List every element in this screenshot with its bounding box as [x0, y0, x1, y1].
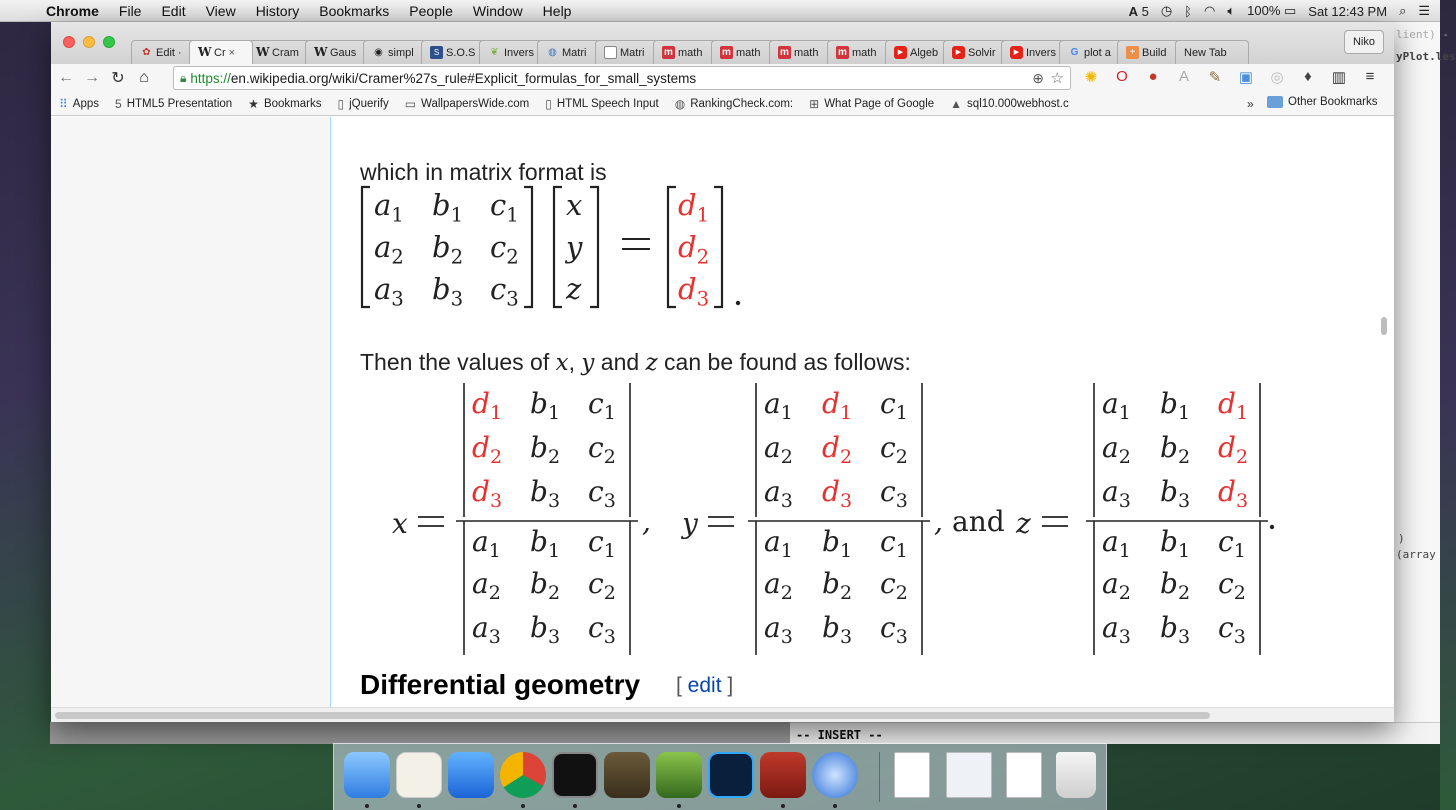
apps-bookmark-icon: ⠿ — [59, 96, 68, 111]
tab-label: math — [736, 46, 761, 59]
back-button[interactable]: ← — [58, 69, 74, 86]
notification-center-icon[interactable]: ☰ — [1418, 3, 1430, 18]
math-symbol: $a_1$ — [374, 188, 404, 227]
bookmark-item[interactable] — [59, 97, 99, 111]
m-favicon-icon: m — [662, 46, 675, 59]
menu-clock[interactable]: Sat 12:43 PM — [1308, 3, 1388, 19]
other-bookmarks-button[interactable] — [1267, 96, 1377, 108]
photoshop-icon[interactable] — [708, 752, 754, 798]
bookmark-item[interactable] — [337, 97, 388, 111]
math-symbol: $b_1$ — [530, 525, 561, 563]
math-symbol: , — [642, 505, 651, 538]
web-page — [51, 117, 1394, 707]
extension-marker-icon[interactable]: ♦ — [1304, 68, 1312, 85]
adobe-icon[interactable]: A 5 — [1128, 3, 1149, 19]
bookmarks-bar — [51, 92, 1394, 116]
browser-tab[interactable] — [305, 40, 369, 64]
cramer-formulas — [392, 371, 1322, 649]
math-symbol: $b_1$ — [822, 525, 853, 563]
browser-tab[interactable] — [1001, 40, 1065, 64]
math-symbol: $d_3$ — [472, 475, 503, 513]
tab-label: Solvir — [968, 46, 996, 59]
math-symbol: $d_1$ — [1218, 387, 1249, 425]
math-symbol: $a_3$ — [764, 611, 793, 649]
horizontal-scrollbar[interactable] — [51, 707, 1394, 722]
menu-bookmarks[interactable]: Bookmarks — [319, 2, 390, 19]
extension-opera-icon[interactable]: O — [1116, 68, 1128, 85]
math-symbol: $d_1$ — [472, 387, 503, 425]
bookmark-item[interactable] — [545, 97, 658, 111]
math-symbol: $d_1$ — [678, 188, 710, 227]
math-symbol: $c_2$ — [490, 230, 519, 269]
zoom-icon[interactable]: ⊕ — [1032, 70, 1044, 86]
trash-icon[interactable] — [1056, 752, 1096, 798]
bookmark-item[interactable] — [675, 97, 793, 111]
tabs — [131, 34, 1243, 64]
wifi-icon[interactable]: ◠ — [1203, 3, 1216, 18]
bookmark-item[interactable] — [950, 97, 1069, 111]
volume-icon[interactable]: 🔈︎ — [1227, 3, 1236, 18]
menu-view[interactable]: View — [205, 2, 236, 19]
math-symbol: $a_2$ — [1102, 567, 1131, 605]
bookmark-label: RankingCheck.com: — [690, 97, 794, 110]
running-indicator — [833, 804, 837, 808]
browser-toolbar — [51, 64, 1394, 92]
math-symbol: $a_3$ — [764, 475, 793, 513]
close-tab-icon[interactable]: × — [228, 46, 236, 59]
tab-label: Invers — [504, 46, 534, 59]
bookmark-label: HTML Speech Input — [556, 97, 659, 110]
doc-bookmark-icon: ▯ — [545, 96, 552, 111]
browser-tab[interactable] — [653, 40, 717, 64]
macos-menu-bar — [0, 0, 1440, 22]
math-symbol: $b_2$ — [530, 431, 561, 469]
running-indicator — [417, 804, 421, 808]
math-symbol: x — [392, 507, 408, 540]
math-symbol: $b_3$ — [530, 611, 561, 649]
editor-file-fragment: yPlot.les — [1396, 50, 1456, 63]
math-symbol: $c_2$ — [1218, 567, 1246, 605]
chrome-icon[interactable] — [500, 752, 546, 798]
time-machine-icon[interactable]: ◷ — [1160, 3, 1173, 18]
bookmark-label: What Page of Google — [824, 97, 935, 110]
browser-tab[interactable] — [943, 40, 1007, 64]
m-favicon-icon: m — [778, 46, 791, 59]
close-window-button[interactable] — [63, 36, 75, 48]
browser-tab[interactable] — [1117, 40, 1181, 64]
address-bar[interactable] — [173, 66, 1071, 90]
browser-tab[interactable] — [885, 40, 949, 64]
browser-tab[interactable] — [131, 40, 195, 64]
matrix-right-bracket — [714, 187, 722, 307]
menu-file[interactable]: File — [118, 2, 142, 19]
editor-title-fragment: lient) - — [1396, 28, 1449, 41]
period — [736, 301, 740, 305]
running-indicator — [781, 804, 785, 808]
bookmark-label: jQuerify — [349, 97, 389, 110]
matrix-left-bracket — [554, 187, 562, 307]
battery-status[interactable]: 100% ▭ — [1247, 3, 1297, 18]
math-symbol: $b_1$ — [1160, 387, 1191, 425]
bookmark-item[interactable] — [809, 97, 934, 111]
math-symbol: $d_2$ — [1218, 431, 1249, 469]
browser-tab[interactable] — [769, 40, 833, 64]
math-symbol: , — [934, 505, 943, 538]
vertical-scrollbar-thumb[interactable] — [1381, 317, 1387, 335]
math-symbol: $c_1$ — [588, 387, 616, 425]
math-symbol: $a_3$ — [472, 611, 501, 649]
running-indicator — [521, 804, 525, 808]
browser-tab[interactable] — [827, 40, 891, 64]
math-symbol: $a_1$ — [1102, 525, 1131, 563]
wiki-favicon-icon: W — [256, 45, 270, 59]
math-symbol: $c_1$ — [880, 387, 908, 425]
yt-favicon-icon: ▶ — [952, 46, 965, 59]
bookmark-label: Apps — [72, 97, 100, 110]
section-edit-link[interactable]: [ edit ] — [676, 674, 734, 697]
gear-favicon-icon: ✿ — [142, 47, 151, 58]
tab-label: Cr — [214, 46, 226, 59]
wall-bookmark-icon: ▭ — [404, 96, 417, 111]
browser-tab[interactable] — [421, 40, 485, 64]
background-editor-window — [1394, 22, 1456, 742]
folder-icon — [1267, 96, 1283, 108]
editor-code-fragment: ) — [1398, 532, 1405, 545]
running-indicator — [365, 804, 369, 808]
math-symbol: $a_1$ — [1102, 387, 1131, 425]
g-favicon-icon: G — [1070, 47, 1079, 58]
math-symbol: $b_1$ — [1160, 525, 1191, 563]
menu-window[interactable]: Window — [472, 2, 523, 19]
math-symbol: $d_1$ — [822, 387, 853, 425]
math-symbol: $a_2$ — [764, 431, 793, 469]
browser-tab[interactable] — [595, 40, 659, 64]
math-symbol: $c_3$ — [880, 611, 908, 649]
wiki-sidebar — [51, 117, 331, 707]
math-symbol: $d_3$ — [822, 475, 853, 513]
math-symbol: $b_1$ — [432, 188, 464, 227]
browser-tab[interactable] — [1175, 40, 1249, 64]
math-symbol: $b_2$ — [530, 567, 561, 605]
math-symbol: $d_3$ — [678, 272, 710, 311]
extension-sun-icon[interactable]: ✺ — [1084, 69, 1098, 86]
browser-window — [51, 22, 1394, 722]
math-symbol: $a_2$ — [374, 230, 404, 269]
bookmark-label: Bookmarks — [263, 97, 322, 110]
menu-help[interactable]: Help — [542, 2, 572, 19]
editor-code-fragment: (array — [1396, 548, 1436, 561]
bookmark-item[interactable] — [248, 97, 321, 111]
running-indicator — [677, 804, 681, 808]
math-symbol: $a_1$ — [764, 525, 793, 563]
lock-icon: 🔒︎ — [180, 70, 187, 85]
textedit-icon[interactable] — [396, 752, 442, 798]
math-symbol: $c_1$ — [490, 188, 519, 227]
extension-angular-icon[interactable]: A — [1178, 68, 1189, 85]
math-symbol: $a_2$ — [472, 567, 501, 605]
tab-label: Build — [1142, 46, 1167, 59]
running-indicator — [573, 804, 577, 808]
matrix-equation — [360, 181, 760, 313]
extension-bulb-icon[interactable]: ● — [1148, 68, 1158, 85]
yt-favicon-icon: ▶ — [1010, 46, 1023, 59]
tab-label: New Tab — [1184, 46, 1227, 59]
tab-label: Algeb — [910, 46, 939, 59]
tab-label: simpl — [388, 46, 414, 59]
math-symbol: y — [566, 230, 583, 264]
article-text-line: Then the values of x, y and z can be found as follows: — [360, 349, 911, 376]
home-button[interactable]: ⌂ — [139, 69, 149, 86]
eagle-app-icon[interactable] — [604, 752, 650, 798]
globe-favicon-icon: ◍ — [548, 47, 557, 58]
tab-label: Matri — [562, 46, 587, 59]
finder-icon[interactable] — [344, 752, 390, 798]
tab-label: Cram — [272, 46, 299, 59]
menu-app-name[interactable]: Chrome — [46, 2, 99, 19]
xcode-icon[interactable] — [448, 752, 494, 798]
vim-mode-line: -- INSERT -- — [790, 722, 1440, 744]
math-symbol: $b_3$ — [1160, 475, 1191, 513]
math-symbol: $c_3$ — [588, 475, 616, 513]
extension-pen-icon[interactable]: ✎ — [1208, 69, 1222, 86]
leaf-favicon-icon: ❦ — [490, 47, 499, 58]
doc-bookmark-icon: ▯ — [337, 96, 345, 111]
math-symbol: $a_3$ — [1102, 611, 1131, 649]
quicktime-icon[interactable] — [812, 752, 858, 798]
menu-edit[interactable]: Edit — [161, 2, 186, 19]
math-symbol: $c_2$ — [588, 431, 616, 469]
matrix-left-bracket — [362, 187, 370, 307]
math-symbol: $c_2$ — [588, 567, 616, 605]
section-heading: Differential geometry — [360, 669, 641, 700]
bookmark-label: sql10.000webhost.c — [967, 97, 1069, 110]
matrix-right-bracket — [524, 187, 532, 307]
tab-label: S.O.S — [446, 46, 476, 59]
dock — [333, 743, 1107, 810]
horizontal-scrollbar-thumb[interactable] — [55, 712, 1210, 719]
chrome-menu-icon[interactable]: ≡ — [1365, 68, 1375, 85]
globe-bookmark-icon: ◍ — [674, 96, 686, 111]
browser-tab[interactable] — [711, 40, 775, 64]
doc-favicon-icon — [604, 46, 617, 59]
screenshot-file-icon[interactable] — [946, 752, 992, 798]
build-favicon-icon: + — [1126, 46, 1139, 59]
browser-tab[interactable] — [363, 40, 427, 64]
math-symbol: $a_1$ — [472, 525, 501, 563]
extension-camera-icon[interactable]: ◎ — [1270, 69, 1284, 86]
terminal-icon[interactable] — [552, 752, 598, 798]
article-text-line: which in matrix format is — [360, 159, 607, 185]
vectorize-app-icon[interactable] — [656, 752, 702, 798]
math-symbol: $c_3$ — [1218, 611, 1246, 649]
math-symbol: $c_1$ — [880, 525, 908, 563]
profile-button[interactable]: Niko — [1344, 30, 1384, 54]
math-symbol: $d_2$ — [678, 230, 710, 269]
bin-bookmark-icon: ⊞ — [809, 96, 820, 111]
matrix-right-bracket — [590, 187, 598, 307]
dock-separator — [879, 752, 880, 802]
math-symbol: $c_3$ — [880, 475, 908, 513]
math-symbol: $c_1$ — [1218, 525, 1246, 563]
tab-label: Matri — [620, 46, 645, 59]
forward-button[interactable]: → — [84, 69, 100, 86]
math-symbol: $b_3$ — [530, 475, 561, 513]
browser-tab[interactable] — [537, 40, 601, 64]
math-symbol: $b_3$ — [432, 272, 464, 311]
browser-tab[interactable] — [479, 40, 543, 64]
math-symbol: $c_3$ — [588, 611, 616, 649]
math-symbol: $b_2$ — [1160, 567, 1191, 605]
menu-history[interactable]: History — [255, 2, 300, 19]
extension-panel-icon[interactable]: ▥ — [1331, 69, 1347, 86]
and-word: and — [952, 505, 1005, 538]
filezilla-icon[interactable] — [760, 752, 806, 798]
tab-label: Invers — [1026, 46, 1056, 59]
browser-tab[interactable] — [1059, 40, 1123, 64]
html-file-icon[interactable] — [894, 752, 930, 798]
tab-label: math — [678, 46, 703, 59]
bluetooth-icon[interactable]: ᛒ — [1184, 3, 1192, 19]
math-symbol: $c_3$ — [490, 272, 519, 311]
extension-screenshot-icon[interactable]: ▣ — [1238, 69, 1254, 86]
math-symbol: $b_2$ — [822, 567, 853, 605]
math-symbol: $d_2$ — [822, 431, 853, 469]
tab-label: Gaus — [330, 46, 357, 59]
math-symbol: $c_2$ — [880, 431, 908, 469]
zoom-window-button[interactable] — [103, 36, 115, 48]
math-symbol: $c_1$ — [588, 525, 616, 563]
math-symbol: $d_3$ — [1218, 475, 1249, 513]
math-symbol: $d_2$ — [472, 431, 503, 469]
tab-label: math — [852, 46, 877, 59]
adobe-count: 5 — [1141, 3, 1149, 19]
minimize-window-button[interactable] — [83, 36, 95, 48]
math-symbol: $b_3$ — [1160, 611, 1191, 649]
reload-button[interactable]: ↻ — [111, 70, 125, 87]
bookmark-item[interactable] — [405, 97, 530, 111]
tab-label: plot a — [1084, 46, 1111, 59]
bookmark-label: HTML5 Presentation — [126, 97, 233, 110]
browser-tab[interactable] — [247, 40, 311, 64]
period — [1270, 525, 1274, 529]
other-bookmarks-label: Other Bookmarks — [1288, 96, 1378, 108]
bookmark-star-icon[interactable]: ☆ — [1050, 70, 1064, 87]
sos-favicon-icon: S — [430, 46, 443, 59]
tab-label: math — [794, 46, 819, 59]
math-symbol: $b_1$ — [530, 387, 561, 425]
address-url: https://en.wikipedia.org/wiki/Cramer%27s_rule#Explicit_formulas_for_small_systems — [190, 70, 697, 86]
spotlight-icon[interactable]: ⌕ — [1399, 3, 1407, 18]
battery-percent: 100% — [1247, 3, 1281, 18]
math-symbol: $b_2$ — [1160, 431, 1191, 469]
yt-favicon-icon: ▶ — [894, 46, 907, 59]
m-favicon-icon: m — [720, 46, 733, 59]
math-symbol: $a_2$ — [1102, 431, 1131, 469]
tab-strip — [51, 22, 1394, 64]
math-symbol: z — [566, 272, 582, 306]
browser-tab[interactable] — [189, 40, 253, 64]
extension-icons — [1081, 68, 1380, 86]
math-symbol: y — [682, 507, 698, 540]
math-symbol: $c_2$ — [880, 567, 908, 605]
matrix-left-bracket — [668, 187, 676, 307]
math-symbol: $a_2$ — [764, 567, 793, 605]
math-symbol: $b_3$ — [822, 611, 853, 649]
document-stack-icon[interactable] — [1006, 752, 1042, 798]
menu-people[interactable]: People — [409, 2, 453, 19]
tab-label: Edit · — [156, 46, 182, 59]
gh-favicon-icon: ◉ — [374, 47, 383, 58]
math-symbol: $b_2$ — [432, 230, 464, 269]
bookmark-item[interactable] — [115, 97, 232, 111]
m-favicon-icon: m — [836, 46, 849, 59]
article-content — [332, 117, 1380, 707]
edit-link[interactable]: edit — [687, 674, 722, 697]
wiki-favicon-icon: W — [314, 45, 328, 59]
star-bookmark-icon: ★ — [248, 96, 259, 111]
math-symbol: z — [1016, 507, 1031, 540]
math-symbol: x — [566, 188, 583, 222]
bookmarks-overflow-button[interactable]: » — [1247, 97, 1254, 111]
bookmark-label: WallpapersWide.com — [421, 97, 530, 110]
pma-bookmark-icon: ▲ — [950, 96, 963, 111]
html5-bookmark-icon: 5 — [115, 96, 122, 111]
background-window-strip — [50, 722, 790, 744]
wiki-favicon-icon: W — [198, 45, 212, 59]
math-symbol: $a_3$ — [374, 272, 404, 311]
math-symbol: $a_3$ — [1102, 475, 1131, 513]
math-symbol: $a_1$ — [764, 387, 793, 425]
